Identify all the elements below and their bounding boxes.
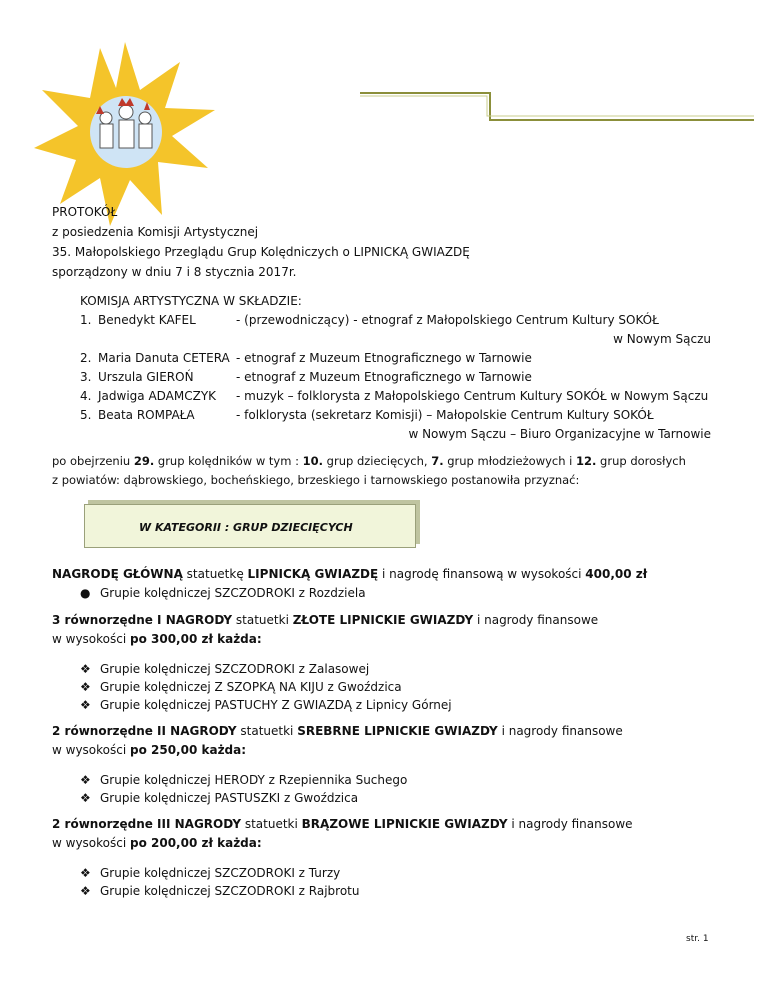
four-diamond-icon: ❖ <box>80 662 91 676</box>
list-item: ❖ Grupie kolędniczej SZCZODROKI z Rajbrotu <box>80 884 360 898</box>
main-award-winner: ● Grupie kolędniczej SZCZODROKI z Rozdziela <box>80 586 366 600</box>
list-item: ❖ Grupie kolędniczej PASTUSZKI z Gwoździca <box>80 791 359 805</box>
four-diamond-icon: ❖ <box>80 884 91 898</box>
list-item: ❖ Grupie kolędniczej HERODY z Rzepiennika Suchego <box>80 773 408 787</box>
member-role-continued: w Nowym Sączu <box>613 332 711 346</box>
member-role-continued: w Nowym Sączu – Biuro Organizacyjne w Tarnowie <box>408 427 711 441</box>
member-number: 5. <box>80 408 92 422</box>
member-role: - etnograf z Muzeum Etnograficznego w Tarnowie <box>236 370 532 384</box>
protocol-date: sporządzony w dniu 7 i 8 stycznia 2017r. <box>52 265 297 279</box>
four-diamond-icon: ❖ <box>80 791 91 805</box>
member-number: 2. <box>80 351 92 365</box>
member-name: Urszula GIEROŃ <box>98 370 194 384</box>
summary-line: po obejrzeniu 29. grup kolędników w tym : 10. grup dziecięcych, 7. grup młodzieżowych i 12. grup dorosłych <box>52 454 686 468</box>
third-prize-amount: w wysokości po 200,00 zł każda: <box>52 836 262 850</box>
second-prize-line: 2 równorzędne II NAGRODY statuetki SREBRNE LIPNICKIE GWIAZDY i nagrody finansowe <box>52 724 623 738</box>
main-award-line: NAGRODĘ GŁÓWNĄ statuetkę LIPNICKĄ GWIAZDĘ i nagrodę finansową w wysokości 400,00 zł <box>52 567 648 581</box>
third-prize-line: 2 równorzędne III NAGRODY statuetki BRĄZOWE LIPNICKIE GWIAZDY i nagrody finansowe <box>52 817 633 831</box>
protocol-title: PROTOKÓŁ <box>52 205 118 219</box>
member-number: 4. <box>80 389 92 403</box>
list-item: ❖ Grupie kolędniczej Z SZOPKĄ NA KIJU z Gwoździca <box>80 680 402 694</box>
list-item: ❖ Grupie kolędniczej SZCZODROKI z Zalasowej <box>80 662 370 676</box>
summary-districts: z powiatów: dąbrowskiego, bocheńskiego, brzeskiego i tarnowskiego postanowiła przyznać: <box>52 473 580 487</box>
four-diamond-icon: ❖ <box>80 773 91 787</box>
member-name: Jadwiga ADAMCZYK <box>98 389 217 403</box>
page-number: str. 1 <box>686 934 709 944</box>
member-role: - folklorysta (sekretarz Komisji) – Małopolskie Centrum Kultury SOKÓŁ <box>236 408 654 422</box>
list-item: ❖ Grupie kolędniczej PASTUCHY Z GWIAZDĄ z Lipnicy Górnej <box>80 698 452 712</box>
member-number: 3. <box>80 370 92 384</box>
member-name: Beata ROMPAŁA <box>98 408 195 422</box>
festival-name: 35. Małopolskiego Przeglądu Grup Kolędniczych o LIPNICKĄ GWIAZDĘ <box>52 245 470 259</box>
second-prize-amount: w wysokości po 250,00 każda: <box>52 743 247 757</box>
member-role: - etnograf z Muzeum Etnograficznego w Tarnowie <box>236 351 532 365</box>
commission-title: KOMISJA ARTYSTYCZNA W SKŁADZIE: <box>80 294 302 308</box>
four-diamond-icon: ❖ <box>80 698 91 712</box>
list-item: ❖ Grupie kolędniczej SZCZODROKI z Turzy <box>80 866 341 880</box>
member-role: - (przewodniczący) - etnograf z Małopolskiego Centrum Kultury SOKÓŁ <box>236 313 659 327</box>
four-diamond-icon: ❖ <box>80 866 91 880</box>
member-name: Benedykt KAFEL <box>98 313 196 327</box>
four-diamond-icon: ❖ <box>80 680 91 694</box>
category-box <box>84 504 416 548</box>
member-role: - muzyk – folklorysta z Małopolskiego Centrum Kultury SOKÓŁ w Nowym Sączu <box>236 389 709 403</box>
filled-circle-icon: ● <box>80 586 91 600</box>
member-number: 1. <box>80 313 92 327</box>
decorative-header-line <box>360 92 755 122</box>
first-prize-amount: w wysokości po 300,00 zł każda: <box>52 632 262 646</box>
protocol-subtitle: z posiedzenia Komisji Artystycznej <box>52 225 259 239</box>
category-label: W KATEGORII : GRUP DZIECIĘCYCH <box>139 521 353 534</box>
member-name: Maria Danuta CETERA <box>98 351 230 365</box>
first-prize-line: 3 równorzędne I NAGRODY statuetki ZŁOTE LIPNICKIE GWIAZDY i nagrody finansowe <box>52 613 599 627</box>
